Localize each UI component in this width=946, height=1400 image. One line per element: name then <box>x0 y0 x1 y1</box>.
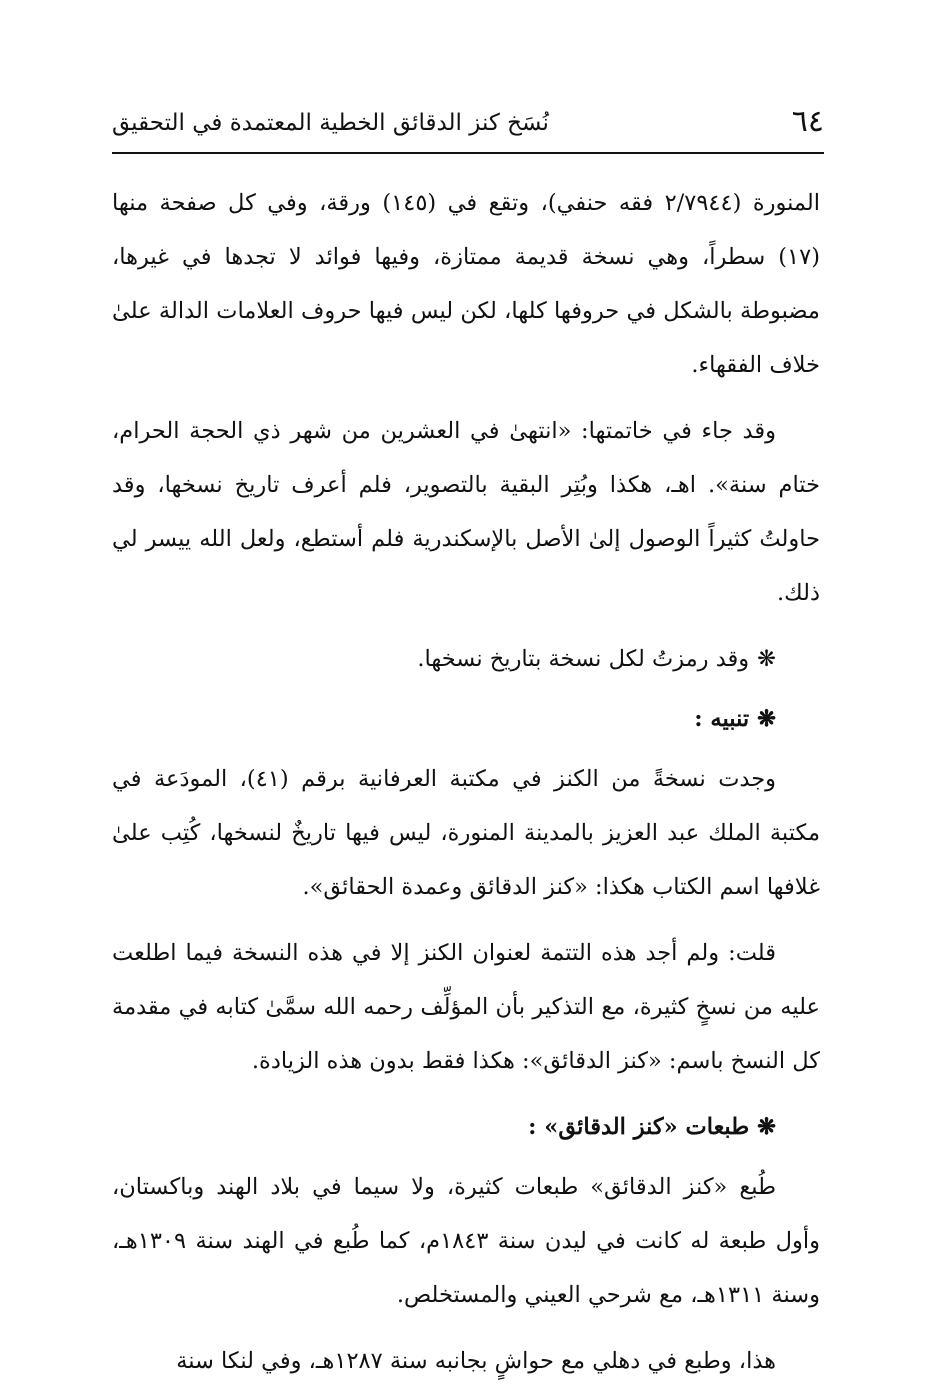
paragraph-manuscript-description: المنورة (٢/٧٩٤٤ فقه حنفي)، وتقع في (١٤٥) ورقة، وفي كل صفحة منها (١٧) سطراً، وهي نسخة قديمة ممتازة، وفيها فوائد لا تجدها في غيرها، مضبوطة بالشكل في حروفها كلها، لكن ليس فيها حروف العلامات الدالة علىٰ خلاف الفقهاء. <box>112 190 820 378</box>
paragraph-colophon: وقد جاء في خاتمتها: «انتهىٰ في العشرين من شهر ذي الحجة الحرام، ختام سنة». اهـ، هكذا وبُتِر البقية بالتصوير، فلم أعرف تاريخ نسخها، وقد حاولتُ كثيراً الوصول إلىٰ الأصل بالإسكندرية فلم أستطع، ولعل الله ييسر لي ذلك. <box>112 418 820 606</box>
header-rule <box>112 152 824 154</box>
asterisk-bullet-icon: ❋ <box>757 646 776 672</box>
running-title: نُسَخ كنز الدقائق الخطية المعتمدة في التحقيق <box>112 110 549 136</box>
page-number: ٦٤ <box>791 104 824 139</box>
heading-editions-text: طبعات «كنز الدقائق» : <box>528 1114 750 1140</box>
heading-notice-text: تنبيه : <box>694 706 750 732</box>
body-text <box>112 176 820 1400</box>
asterisk-bullet-icon: ❋ <box>757 1114 776 1140</box>
note-symbols <box>112 632 820 686</box>
paragraph-title-note: قلت: ولم أجد هذه التتمة لعنوان الكنز إلا في هذه النسخة فيما اطلعت عليه من نسخٍ كثيرة، مع التذكير بأن المؤلِّف رحمه الله سمَّىٰ كتابه في مقدمة كل النسخ باسم: «كنز الدقائق»: هكذا فقط بدون هذه الزيادة. <box>112 940 820 1074</box>
heading-notice <box>112 692 820 746</box>
paragraph-editions: طُبع «كنز الدقائق» طبعات كثيرة، ولا سيما في بلاد الهند وباكستان، وأول طبعة له كانت في ليدن سنة ١٨٤٣م، كما طُبع في الهند سنة ١٣٠٩هـ، وسنة ١٣١١هـ، مع شرحي العيني والمستخلص. <box>112 1174 820 1308</box>
paragraph-irfaniya-copy: وجدت نسخةً من الكنز في مكتبة العرفانية برقم (٤١)، المودَعة في مكتبة الملك عبد العزيز بالمدينة المنورة، ليس فيها تاريخٌ لنسخها، كُتِب علىٰ غلافها اسم الكتاب هكذا: «كنز الدقائق وعمدة الحقائق». <box>112 766 820 900</box>
page-header <box>112 100 824 150</box>
paragraph-delhi-edition: هذا، وطبع في دهلي مع حواشٍ بجانبه سنة ١٢٨٧هـ، وفي لنكا سنة <box>176 1348 776 1374</box>
asterisk-bullet-icon: ❋ <box>757 706 776 732</box>
heading-editions <box>112 1100 820 1154</box>
note-symbols-text: وقد رمزتُ لكل نسخة بتاريخ نسخها. <box>417 646 750 672</box>
